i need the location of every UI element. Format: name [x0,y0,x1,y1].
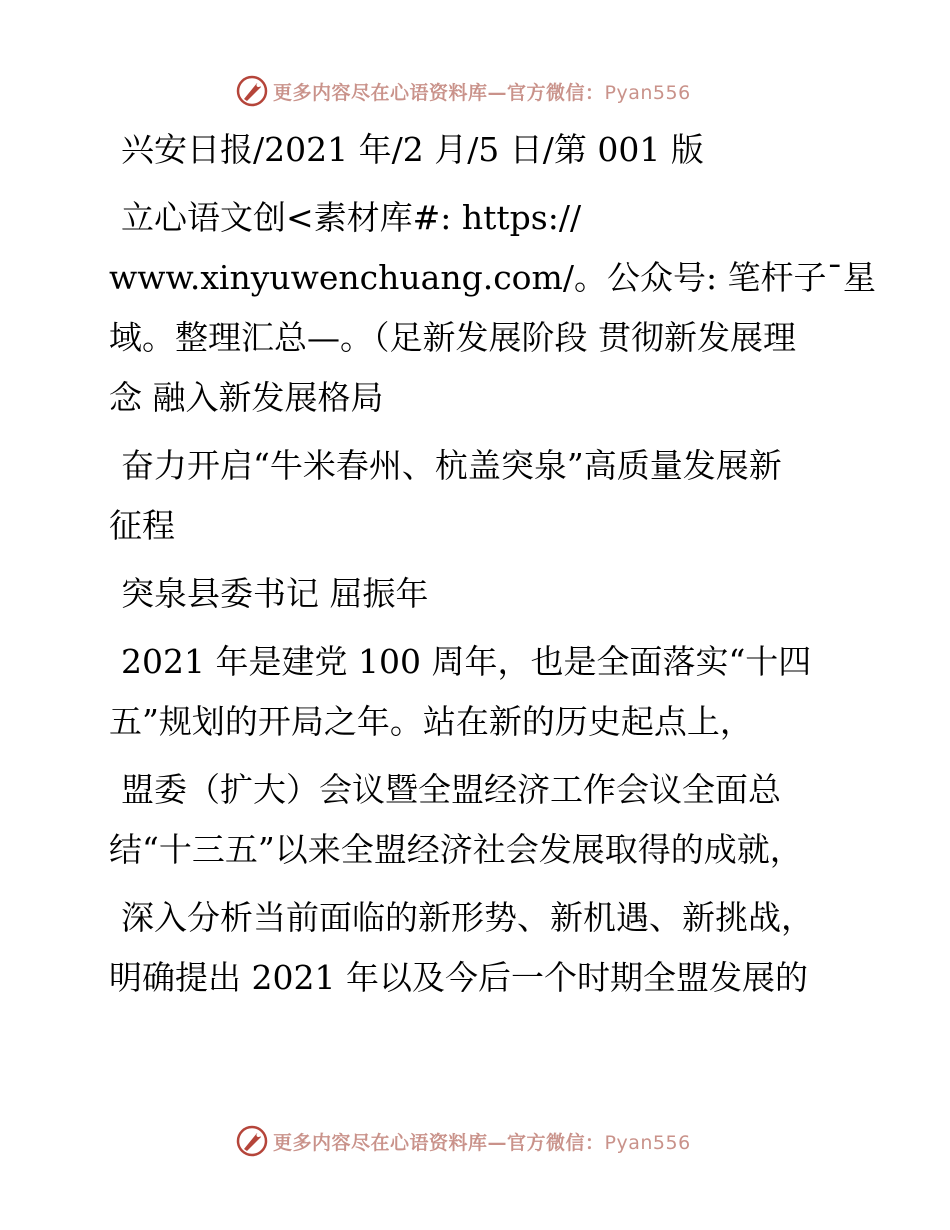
paragraph [97,436,837,556]
paragraph [97,564,837,624]
text-line: 五”规划的开局之年。站在新的历史起点上， [109,702,753,741]
text-line: 明确提出 2021 年以及今后一个时期全盟发展的 [109,958,808,997]
footer-watermark [235,1122,691,1160]
watermark-id: Pyan556 [604,1131,691,1154]
pen-nib-icon [235,74,269,108]
text-line: www.xinyuwenchuang.com/。公众号: 笔杆子¯星 [109,258,877,297]
text-line: 2021 年是建党 100 周年，也是全面落实“十四 [121,642,812,681]
watermark-text: 更多内容尽在心语资料库—官方微信：Pyan556 [273,1131,691,1154]
paragraph [97,188,877,428]
paragraph [97,888,837,1008]
text-line: 念 融入新发展格局 [109,378,384,417]
document-body [97,120,877,1016]
paragraph [97,120,837,180]
text-line: 域。整理汇总—。（足新发展阶段 贯彻新发展理 [109,318,796,357]
watermark-id: Pyan556 [604,81,691,104]
text-line: 突泉县委书记 屈振年 [121,574,429,613]
pen-nib-icon [235,1124,269,1158]
text-line: 征程 [109,506,175,545]
header-watermark [235,72,691,110]
text-line: 深入分析当前面临的新形势、新机遇、新挑战， [121,898,814,937]
text-line: 兴安日报/2021 年/2 月/5 日/第 001 版 [121,130,704,169]
paragraph [97,760,837,880]
text-line: 立心语文创<素材库#: https:// [121,198,582,237]
text-line: 盟委（扩大）会议暨全盟经济工作会议全面总 [121,770,781,809]
paragraph [97,632,837,752]
watermark-text: 更多内容尽在心语资料库—官方微信：Pyan556 [273,81,691,104]
text-line: 奋力开启“牛米春州、杭盖突泉”高质量发展新 [121,446,782,485]
text-line: 结“十三五”以来全盟经济社会发展取得的成就， [109,830,803,869]
